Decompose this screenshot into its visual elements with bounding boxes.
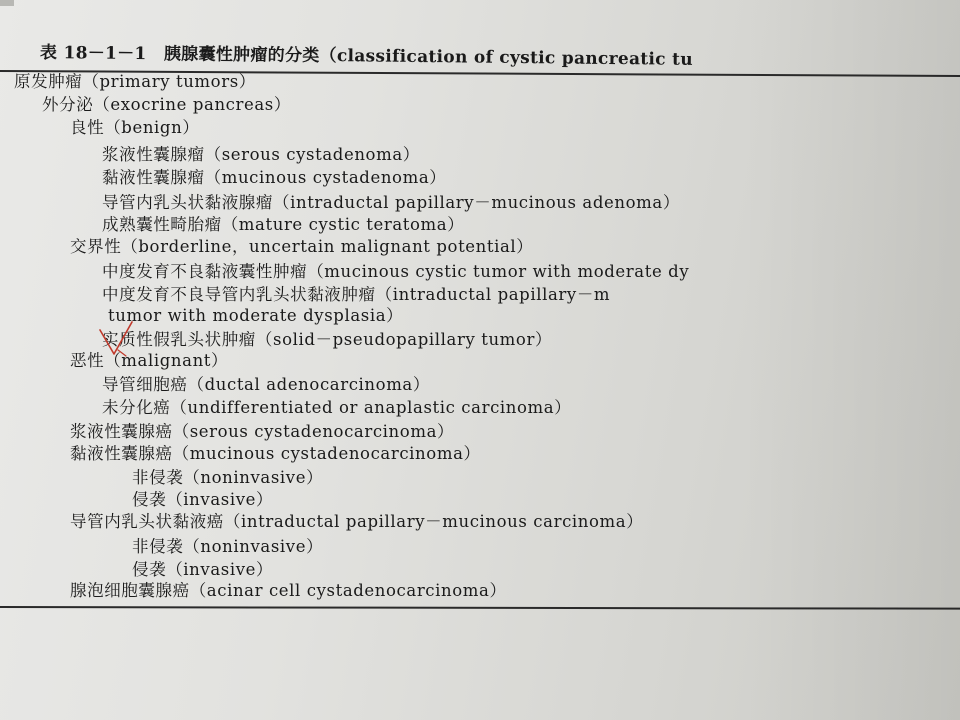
table-title: 表 18－1－1 胰腺囊性肿瘤的分类（classification of cystic pancreatic tu <box>39 43 694 70</box>
entry-ipm-noninvasive: 非侵袭（noninvasive） <box>132 537 324 556</box>
entry-ipm-carcinoma: 导管内乳头状黏液癌（intraductal papillary－mucinous carcinoma） <box>70 512 644 531</box>
entry-serous-cystadenocarcinoma: 浆液性囊腺癌（serous cystadenocarcinoma） <box>70 422 455 441</box>
entry-benign: 良性（benign） <box>70 118 200 137</box>
page-corner-mark <box>0 0 14 6</box>
entry-mucinous-invasive: 侵袭（invasive） <box>132 490 274 509</box>
entry-mucinous-cystic-tumor: 中度发育不良黏液囊性肿瘤（mucinous cystic tumor with moderate dy <box>102 262 690 281</box>
red-pen-check-mark <box>96 320 136 364</box>
entry-intraductal-tumor-continued: tumor with moderate dysplasia） <box>108 306 404 325</box>
entry-undifferentiated-carcinoma: 未分化癌（undifferentiated or anaplastic carcinoma） <box>102 398 572 417</box>
entry-ductal-adenocarcinoma: 导管细胞癌（ductal adenocarcinoma） <box>102 375 430 394</box>
entry-mucinous-cystadenocarcinoma: 黏液性囊腺癌（mucinous cystadenocarcinoma） <box>70 444 481 463</box>
entry-acinar-cell-cystadenocarcinoma: 腺泡细胞囊腺癌（acinar cell cystadenocarcinoma） <box>70 581 507 600</box>
entry-serous-cystadenoma: 浆液性囊腺瘤（serous cystadenoma） <box>102 145 420 164</box>
entry-primary-tumors: 原发肿瘤（primary tumors） <box>14 72 256 91</box>
entry-intraductal-tumor: 中度发育不良导管内乳头状黏液肿瘤（intraductal papillary－m <box>102 285 611 304</box>
entry-mature-teratoma: 成熟囊性畸胎瘤（mature cystic teratoma） <box>102 215 465 234</box>
page-shadow <box>740 0 960 720</box>
entry-solid-pseudopapillary: 实质性假乳头状肿瘤（solid－pseudopapillary tumor） <box>102 330 553 349</box>
entry-borderline: 交界性（borderline，uncertain malignant potential） <box>70 237 534 256</box>
table-bottom-rule <box>0 606 960 609</box>
entry-mucinous-cystadenoma: 黏液性囊腺瘤（mucinous cystadenoma） <box>102 168 447 187</box>
entry-exocrine: 外分泌（exocrine pancreas） <box>42 95 291 114</box>
entry-ipm-adenoma: 导管内乳头状黏液腺瘤（intraductal papillary－mucinous adenoma） <box>102 193 680 212</box>
entry-mucinous-noninvasive: 非侵袭（noninvasive） <box>132 468 324 487</box>
entry-ipm-invasive: 侵袭（invasive） <box>132 560 274 579</box>
entry-malignant: 恶性（malignant） <box>70 351 229 370</box>
